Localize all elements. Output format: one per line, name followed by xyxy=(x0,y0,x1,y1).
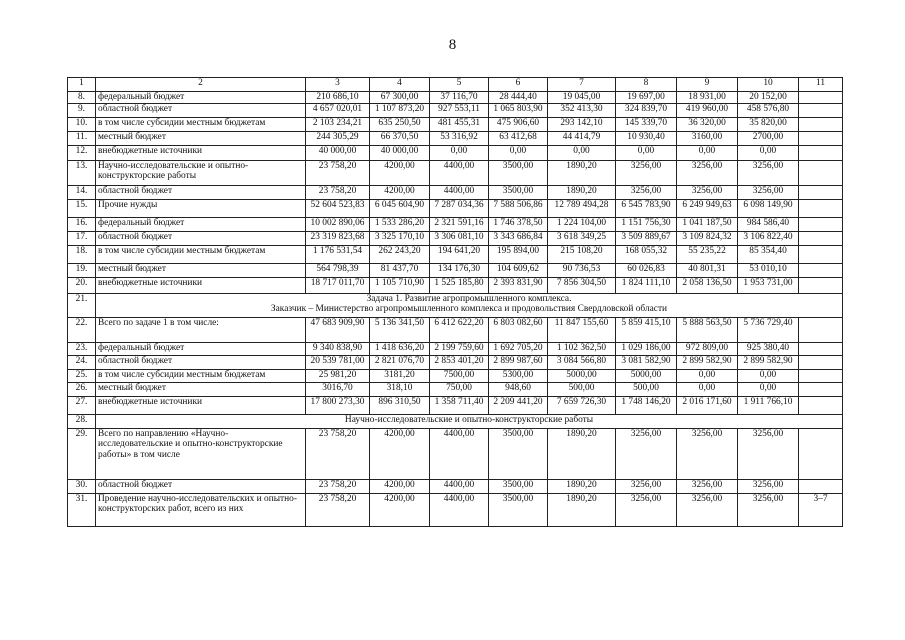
row-label: федеральный бюджет xyxy=(96,342,306,355)
ref-cell xyxy=(799,185,843,199)
value-cell: 2 853 401,20 xyxy=(430,355,489,369)
value-cell: 0,00 xyxy=(616,145,677,160)
value-cell: 500,00 xyxy=(548,382,616,396)
row-label: в том числе субсидии местным бюджетам xyxy=(96,117,306,131)
row-number: 10. xyxy=(68,117,96,131)
header-cell: 9 xyxy=(677,78,738,92)
value-cell: 5 736 729,40 xyxy=(738,317,799,342)
value-cell: 3016,70 xyxy=(306,382,370,396)
value-cell: 3256,00 xyxy=(677,185,738,199)
ref-cell xyxy=(799,369,843,382)
value-cell: 3256,00 xyxy=(616,185,677,199)
table-row xyxy=(68,428,843,479)
value-cell: 3 081 582,90 xyxy=(616,355,677,369)
row-number: 29. xyxy=(68,428,96,479)
value-cell: 2 016 171,60 xyxy=(677,396,738,414)
table-row xyxy=(68,317,843,342)
value-cell: 4200,00 xyxy=(370,160,430,185)
row-number: 21. xyxy=(68,293,96,317)
value-cell: 2700,00 xyxy=(738,131,799,145)
value-cell: 67 300,00 xyxy=(370,92,430,104)
table-row xyxy=(68,396,843,414)
value-cell: 3500,00 xyxy=(489,479,548,493)
value-cell: 23 319 823,68 xyxy=(306,231,370,245)
value-cell: 1 533 286,20 xyxy=(370,217,430,231)
header-cell: 11 xyxy=(799,78,843,92)
value-cell: 750,00 xyxy=(430,382,489,396)
value-cell: 1 176 531,54 xyxy=(306,245,370,263)
row-number: 20. xyxy=(68,277,96,293)
row-number: 11. xyxy=(68,131,96,145)
row-label: Научно-исследовательские и опытно-конструкторские работы xyxy=(96,160,306,185)
row-label: федеральный бюджет xyxy=(96,92,306,104)
value-cell: 4400,00 xyxy=(430,185,489,199)
table-row xyxy=(68,199,843,217)
value-cell: 564 798,39 xyxy=(306,263,370,277)
ref-cell xyxy=(799,277,843,293)
value-cell: 1 041 187,50 xyxy=(677,217,738,231)
value-cell: 7 659 726,30 xyxy=(548,396,616,414)
value-cell: 896 310,50 xyxy=(370,396,430,414)
value-cell: 458 576,80 xyxy=(738,103,799,117)
value-cell: 0,00 xyxy=(738,369,799,382)
header-cell: 1 xyxy=(68,78,96,92)
value-cell: 47 683 909,90 xyxy=(306,317,370,342)
value-cell: 9 340 838,90 xyxy=(306,342,370,355)
value-cell: 7500,00 xyxy=(430,369,489,382)
ref-cell xyxy=(799,92,843,104)
ref-cell xyxy=(799,396,843,414)
value-cell: 3256,00 xyxy=(616,479,677,493)
value-cell: 4200,00 xyxy=(370,479,430,493)
table-row xyxy=(68,263,843,277)
value-cell: 4400,00 xyxy=(430,160,489,185)
value-cell: 1 224 104,00 xyxy=(548,217,616,231)
budget-table xyxy=(67,77,843,527)
value-cell: 1 911 766,10 xyxy=(738,396,799,414)
value-cell: 1 107 873,20 xyxy=(370,103,430,117)
header-cell: 4 xyxy=(370,78,430,92)
table-row xyxy=(68,185,843,199)
value-cell: 20 152,00 xyxy=(738,92,799,104)
value-cell: 10 930,40 xyxy=(616,131,677,145)
value-cell: 2 209 441,20 xyxy=(489,396,548,414)
value-cell: 2 321 591,16 xyxy=(430,217,489,231)
value-cell: 3500,00 xyxy=(489,493,548,526)
section-title: Научно-исследовательские и опытно-конструкторские работы xyxy=(96,414,843,428)
value-cell: 63 412,68 xyxy=(489,131,548,145)
value-cell: 0,00 xyxy=(430,145,489,160)
value-cell: 2 103 234,21 xyxy=(306,117,370,131)
row-number: 15. xyxy=(68,199,96,217)
row-number: 31. xyxy=(68,493,96,526)
value-cell: 19 045,00 xyxy=(548,92,616,104)
value-cell: 3256,00 xyxy=(616,160,677,185)
value-cell: 3500,00 xyxy=(489,428,548,479)
value-cell: 10 002 890,06 xyxy=(306,217,370,231)
row-number: 8. xyxy=(68,92,96,104)
value-cell: 984 586,40 xyxy=(738,217,799,231)
value-cell: 6 098 149,90 xyxy=(738,199,799,217)
row-number: 24. xyxy=(68,355,96,369)
value-cell: 40 000,00 xyxy=(370,145,430,160)
value-cell: 36 320,00 xyxy=(677,117,738,131)
value-cell: 2 899 582,90 xyxy=(677,355,738,369)
value-cell: 3256,00 xyxy=(677,493,738,526)
value-cell: 3160,00 xyxy=(677,131,738,145)
row-label: федеральный бюджет xyxy=(96,217,306,231)
value-cell: 40 000,00 xyxy=(306,145,370,160)
value-cell: 6 545 783,90 xyxy=(616,199,677,217)
value-cell: 1 746 378,50 xyxy=(489,217,548,231)
table-row xyxy=(68,160,843,185)
table-row xyxy=(68,369,843,382)
value-cell: 0,00 xyxy=(677,145,738,160)
value-cell: 500,00 xyxy=(616,382,677,396)
ref-cell xyxy=(799,428,843,479)
header-cell: 2 xyxy=(96,78,306,92)
value-cell: 145 339,70 xyxy=(616,117,677,131)
table-row xyxy=(68,479,843,493)
row-number: 12. xyxy=(68,145,96,160)
table-row xyxy=(68,131,843,145)
value-cell: 1890,20 xyxy=(548,428,616,479)
ref-cell xyxy=(799,199,843,217)
value-cell: 1 151 756,30 xyxy=(616,217,677,231)
value-cell: 2 899 582,90 xyxy=(738,355,799,369)
value-cell: 23 758,20 xyxy=(306,428,370,479)
value-cell: 5 888 563,50 xyxy=(677,317,738,342)
value-cell: 3 325 170,10 xyxy=(370,231,430,245)
value-cell: 6 045 604,90 xyxy=(370,199,430,217)
value-cell: 1890,20 xyxy=(548,185,616,199)
value-cell: 0,00 xyxy=(738,382,799,396)
table-row xyxy=(68,245,843,263)
ref-cell xyxy=(799,245,843,263)
value-cell: 5000,00 xyxy=(548,369,616,382)
row-number: 30. xyxy=(68,479,96,493)
value-cell: 3500,00 xyxy=(489,185,548,199)
value-cell: 1 418 636,20 xyxy=(370,342,430,355)
value-cell: 1 824 111,10 xyxy=(616,277,677,293)
value-cell: 3256,00 xyxy=(738,479,799,493)
value-cell: 293 142,10 xyxy=(548,117,616,131)
value-cell: 81 437,70 xyxy=(370,263,430,277)
value-cell: 40 801,31 xyxy=(677,263,738,277)
value-cell: 352 413,30 xyxy=(548,103,616,117)
value-cell: 2 199 759,60 xyxy=(430,342,489,355)
row-number: 25. xyxy=(68,369,96,382)
value-cell: 210 686,10 xyxy=(306,92,370,104)
value-cell: 419 960,00 xyxy=(677,103,738,117)
value-cell: 3256,00 xyxy=(677,479,738,493)
ref-cell xyxy=(799,317,843,342)
table-row xyxy=(68,382,843,396)
value-cell: 0,00 xyxy=(677,382,738,396)
row-label: в том числе субсидии местным бюджетам xyxy=(96,369,306,382)
value-cell: 11 847 155,60 xyxy=(548,317,616,342)
value-cell: 3256,00 xyxy=(677,428,738,479)
table-row xyxy=(68,355,843,369)
value-cell: 1 105 710,90 xyxy=(370,277,430,293)
value-cell: 1 102 362,50 xyxy=(548,342,616,355)
ref-cell xyxy=(799,103,843,117)
table-row xyxy=(68,103,843,117)
header-cell: 3 xyxy=(306,78,370,92)
value-cell: 3256,00 xyxy=(738,493,799,526)
value-cell: 23 758,20 xyxy=(306,479,370,493)
value-cell: 3 509 889,67 xyxy=(616,231,677,245)
row-label: в том числе субсидии местным бюджетам xyxy=(96,245,306,263)
value-cell: 55 235,22 xyxy=(677,245,738,263)
row-number: 17. xyxy=(68,231,96,245)
value-cell: 3256,00 xyxy=(616,493,677,526)
value-cell: 23 758,20 xyxy=(306,160,370,185)
row-number: 28. xyxy=(68,414,96,428)
value-cell: 66 370,50 xyxy=(370,131,430,145)
value-cell: 194 641,20 xyxy=(430,245,489,263)
value-cell: 3 618 349,25 xyxy=(548,231,616,245)
row-label: местный бюджет xyxy=(96,263,306,277)
table-row xyxy=(68,117,843,131)
value-cell: 20 539 781,00 xyxy=(306,355,370,369)
value-cell: 1890,20 xyxy=(548,160,616,185)
value-cell: 5 859 415,10 xyxy=(616,317,677,342)
header-cell: 6 xyxy=(489,78,548,92)
value-cell: 1890,20 xyxy=(548,493,616,526)
value-cell: 85 354,40 xyxy=(738,245,799,263)
table-row xyxy=(68,217,843,231)
value-cell: 52 604 523,83 xyxy=(306,199,370,217)
value-cell: 1 748 146,20 xyxy=(616,396,677,414)
ref-cell xyxy=(799,117,843,131)
value-cell: 3 084 566,80 xyxy=(548,355,616,369)
value-cell: 25 981,20 xyxy=(306,369,370,382)
value-cell: 2 058 136,50 xyxy=(677,277,738,293)
value-cell: 195 894,00 xyxy=(489,245,548,263)
value-cell: 1 065 803,90 xyxy=(489,103,548,117)
value-cell: 4 657 020,01 xyxy=(306,103,370,117)
value-cell: 481 455,31 xyxy=(430,117,489,131)
value-cell: 28 444,40 xyxy=(489,92,548,104)
row-number: 14. xyxy=(68,185,96,199)
value-cell: 318,10 xyxy=(370,382,430,396)
value-cell: 5300,00 xyxy=(489,369,548,382)
row-number: 16. xyxy=(68,217,96,231)
table-row xyxy=(68,145,843,160)
row-number: 13. xyxy=(68,160,96,185)
value-cell: 12 789 494,28 xyxy=(548,199,616,217)
value-cell: 262 243,20 xyxy=(370,245,430,263)
ref-cell xyxy=(799,355,843,369)
table-row xyxy=(68,342,843,355)
value-cell: 4400,00 xyxy=(430,428,489,479)
value-cell: 4200,00 xyxy=(370,493,430,526)
header-cell: 7 xyxy=(548,78,616,92)
value-cell: 475 906,60 xyxy=(489,117,548,131)
value-cell: 925 380,40 xyxy=(738,342,799,355)
row-number: 9. xyxy=(68,103,96,117)
ref-cell xyxy=(799,217,843,231)
row-label: внебюджетные источники xyxy=(96,396,306,414)
value-cell: 215 108,20 xyxy=(548,245,616,263)
table-row xyxy=(68,493,843,526)
row-label: внебюджетные источники xyxy=(96,277,306,293)
row-label: Всего по задаче 1 в том числе: xyxy=(96,317,306,342)
table-row xyxy=(68,92,843,104)
table-row xyxy=(68,231,843,245)
value-cell: 134 176,30 xyxy=(430,263,489,277)
ref-cell xyxy=(799,145,843,160)
value-cell: 1890,20 xyxy=(548,479,616,493)
value-cell: 3256,00 xyxy=(616,428,677,479)
ref-cell xyxy=(799,479,843,493)
ref-cell xyxy=(799,263,843,277)
value-cell: 1 358 711,40 xyxy=(430,396,489,414)
value-cell: 948,60 xyxy=(489,382,548,396)
value-cell: 35 820,00 xyxy=(738,117,799,131)
value-cell: 3 109 824,32 xyxy=(677,231,738,245)
row-label: областной бюджет xyxy=(96,103,306,117)
value-cell: 18 717 011,70 xyxy=(306,277,370,293)
value-cell: 18 931,00 xyxy=(677,92,738,104)
value-cell: 5000,00 xyxy=(616,369,677,382)
value-cell: 90 736,53 xyxy=(548,263,616,277)
value-cell: 7 856 304,50 xyxy=(548,277,616,293)
value-cell: 3500,00 xyxy=(489,160,548,185)
section-row xyxy=(68,414,843,428)
value-cell: 4400,00 xyxy=(430,493,489,526)
ref-cell: 3–7 xyxy=(799,493,843,526)
ref-cell xyxy=(799,231,843,245)
value-cell: 2 821 076,70 xyxy=(370,355,430,369)
value-cell: 0,00 xyxy=(489,145,548,160)
value-cell: 4400,00 xyxy=(430,479,489,493)
row-label: областной бюджет xyxy=(96,355,306,369)
header-cell: 8 xyxy=(616,78,677,92)
value-cell: 3256,00 xyxy=(738,428,799,479)
row-label: областной бюджет xyxy=(96,231,306,245)
row-label: Проведение научно-исследовательских и опытно-конструкторских работ, всего из них xyxy=(96,493,306,526)
ref-cell xyxy=(799,131,843,145)
row-number: 27. xyxy=(68,396,96,414)
value-cell: 3181,20 xyxy=(370,369,430,382)
value-cell: 635 250,50 xyxy=(370,117,430,131)
row-label: местный бюджет xyxy=(96,131,306,145)
value-cell: 1 029 186,00 xyxy=(616,342,677,355)
value-cell: 1 525 185,80 xyxy=(430,277,489,293)
value-cell: 0,00 xyxy=(677,369,738,382)
value-cell: 3256,00 xyxy=(738,185,799,199)
value-cell: 3256,00 xyxy=(677,160,738,185)
row-number: 26. xyxy=(68,382,96,396)
row-label: внебюджетные источники xyxy=(96,145,306,160)
value-cell: 17 800 273,30 xyxy=(306,396,370,414)
page-number: 8 xyxy=(448,37,457,53)
value-cell: 0,00 xyxy=(548,145,616,160)
row-number: 23. xyxy=(68,342,96,355)
value-cell: 53 010,10 xyxy=(738,263,799,277)
header-cell: 5 xyxy=(430,78,489,92)
row-number: 18. xyxy=(68,245,96,263)
table-row xyxy=(68,277,843,293)
value-cell: 1 953 731,00 xyxy=(738,277,799,293)
value-cell: 3 343 686,84 xyxy=(489,231,548,245)
ref-cell xyxy=(799,342,843,355)
value-cell: 5 136 341,50 xyxy=(370,317,430,342)
task-title: Задача 1. Развитие агропромышленного комплекса. xyxy=(366,293,572,304)
header-row xyxy=(68,78,843,92)
value-cell: 2 899 987,60 xyxy=(489,355,548,369)
value-cell: 23 758,20 xyxy=(306,493,370,526)
value-cell: 0,00 xyxy=(738,145,799,160)
value-cell: 44 414,79 xyxy=(548,131,616,145)
value-cell: 104 609,62 xyxy=(489,263,548,277)
value-cell: 6 412 622,20 xyxy=(430,317,489,342)
row-label: местный бюджет xyxy=(96,382,306,396)
value-cell: 2 393 831,90 xyxy=(489,277,548,293)
value-cell: 60 026,83 xyxy=(616,263,677,277)
row-label: областной бюджет xyxy=(96,479,306,493)
row-label: Прочие нужды xyxy=(96,199,306,217)
header-cell: 10 xyxy=(738,78,799,92)
row-number: 22. xyxy=(68,317,96,342)
value-cell: 4200,00 xyxy=(370,185,430,199)
row-number: 19. xyxy=(68,263,96,277)
section-title xyxy=(96,293,843,317)
value-cell: 927 553,11 xyxy=(430,103,489,117)
value-cell: 53 316,92 xyxy=(430,131,489,145)
customer-title: Заказчик – Министерство агропромышленного комплекса и продовольствия Свердловской области xyxy=(270,304,668,314)
value-cell: 6 803 082,60 xyxy=(489,317,548,342)
value-cell: 324 839,70 xyxy=(616,103,677,117)
section-row xyxy=(68,293,843,317)
value-cell: 972 809,00 xyxy=(677,342,738,355)
value-cell: 4200,00 xyxy=(370,428,430,479)
value-cell: 6 249 949,63 xyxy=(677,199,738,217)
value-cell: 7 588 506,86 xyxy=(489,199,548,217)
value-cell: 7 287 034,36 xyxy=(430,199,489,217)
ref-cell xyxy=(799,382,843,396)
ref-cell xyxy=(799,160,843,185)
value-cell: 37 116,70 xyxy=(430,92,489,104)
value-cell: 3 306 081,10 xyxy=(430,231,489,245)
value-cell: 23 758,20 xyxy=(306,185,370,199)
row-label: областной бюджет xyxy=(96,185,306,199)
value-cell: 3256,00 xyxy=(738,160,799,185)
value-cell: 3 106 822,40 xyxy=(738,231,799,245)
value-cell: 168 055,32 xyxy=(616,245,677,263)
value-cell: 1 692 705,20 xyxy=(489,342,548,355)
row-label: Всего по направлению «Научно-исследовательские и опытно-конструкторские работы» в том числе xyxy=(96,428,306,479)
table-body xyxy=(68,78,843,527)
value-cell: 19 697,00 xyxy=(616,92,677,104)
value-cell: 244 305,29 xyxy=(306,131,370,145)
